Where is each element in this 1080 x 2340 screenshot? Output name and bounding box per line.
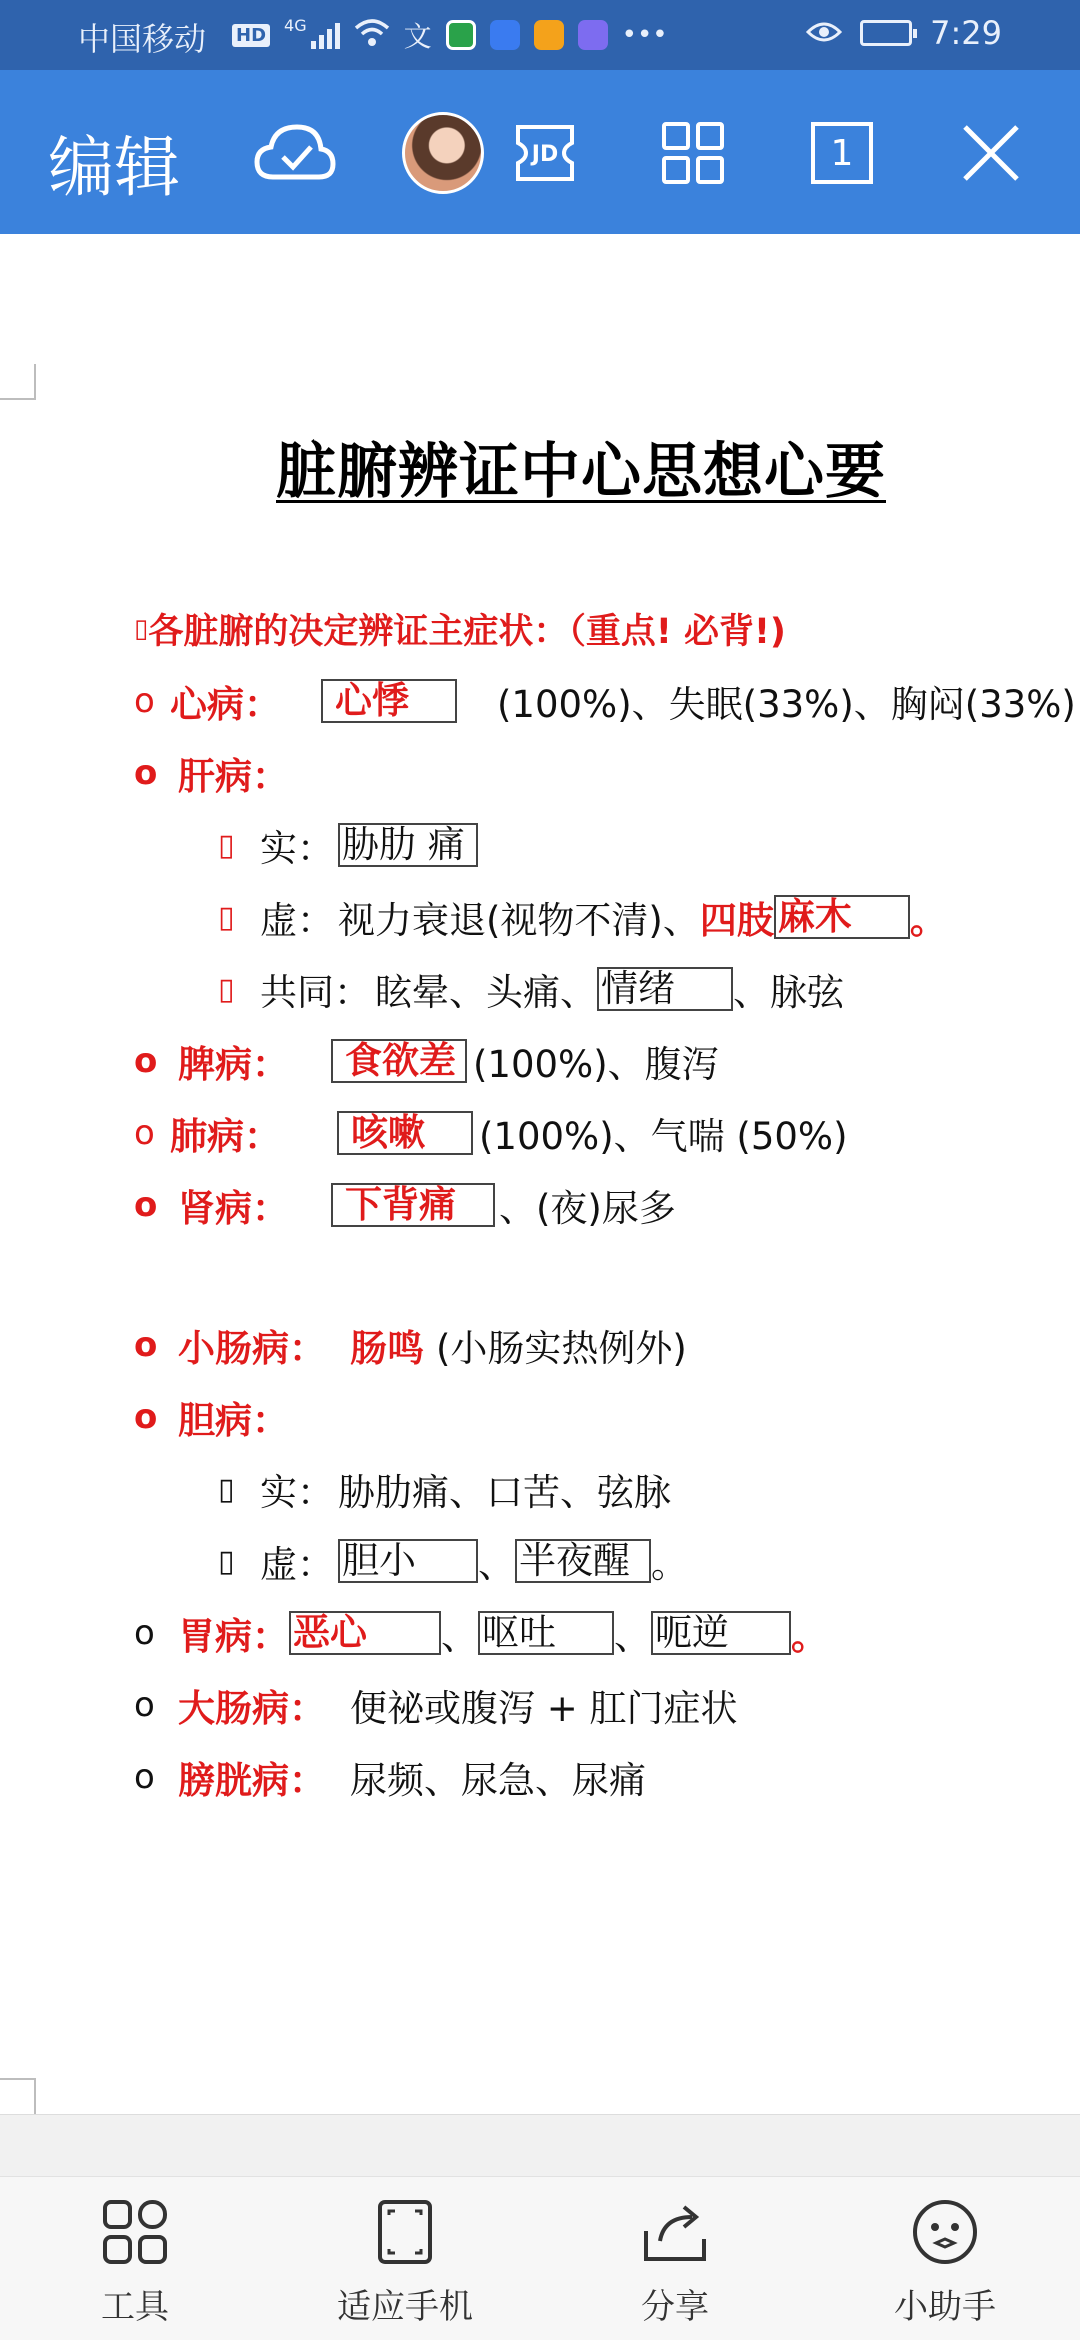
bullet: o xyxy=(134,1685,155,1725)
stomach-line xyxy=(134,1606,828,1660)
page-counter-button[interactable] xyxy=(797,108,887,198)
status-right xyxy=(806,14,1002,52)
lung-line xyxy=(134,1106,848,1160)
liver-common-end: 、脉弦 xyxy=(733,971,844,1014)
share-icon xyxy=(640,2197,710,2267)
gallbladder-line xyxy=(134,1390,289,1444)
missing-glyph-icon: ▯ xyxy=(134,614,149,644)
liver-xu-line xyxy=(218,890,947,944)
nav-tools[interactable] xyxy=(35,2197,235,2328)
svg-text:JD: JD xyxy=(531,142,559,167)
separator: 、 xyxy=(478,1543,515,1586)
nav-label: 小助手 xyxy=(894,2287,996,2327)
spleen-line xyxy=(134,1034,719,1088)
carrier-name: 中国移动 xyxy=(78,20,207,58)
clock: 7:29 xyxy=(930,14,1002,52)
heart-line xyxy=(134,674,1076,728)
edit-button[interactable]: 编辑 xyxy=(48,129,180,206)
period: 。 xyxy=(909,899,947,942)
gallbladder-xu-box-1: 胆小 xyxy=(338,1539,478,1583)
missing-glyph-icon: ▯ xyxy=(218,899,235,935)
liver-common-line xyxy=(218,962,844,1016)
spleen-rest: (100%)、腹泻 xyxy=(473,1043,719,1086)
bullet: o xyxy=(134,681,155,721)
stomach-label: 胃病： xyxy=(178,1615,289,1658)
app-toolbar xyxy=(0,70,1080,234)
shi-label: 实： xyxy=(260,1471,334,1514)
liver-xu-box: 麻木 xyxy=(774,895,910,939)
bullet: o xyxy=(134,1041,158,1081)
large-intestine-line xyxy=(134,1678,738,1732)
missing-glyph-icon: ▯ xyxy=(218,971,235,1007)
eye-comfort-icon xyxy=(806,14,842,52)
app-icon-orange xyxy=(534,20,564,50)
liver-xu-red: 四肢 xyxy=(699,899,774,942)
heart-rest: (100%)、失眠(33%)、胸闷(33%) xyxy=(497,683,1076,726)
lung-label: 肺病： xyxy=(170,1115,281,1158)
jd-icon[interactable] xyxy=(500,108,590,198)
document-page xyxy=(0,234,1080,2114)
gallbladder-label: 胆病： xyxy=(178,1399,289,1442)
gallbladder-xu-box-2: 半夜醒 xyxy=(515,1539,651,1583)
music-icon xyxy=(578,20,608,50)
kidney-rest: 、(夜)尿多 xyxy=(499,1187,676,1230)
spleen-box: 食欲差 xyxy=(331,1039,467,1083)
cloud-sync-icon[interactable] xyxy=(250,108,340,198)
bladder-line xyxy=(134,1750,646,1804)
small-intestine-line xyxy=(134,1318,687,1372)
more-notifications-icon: ••• xyxy=(621,20,668,50)
app-icon-green xyxy=(446,20,476,50)
gallbladder-xu-line xyxy=(218,1534,688,1588)
missing-glyph-icon: ▯ xyxy=(218,1471,235,1507)
lung-rest: (100%)、气喘 (50%) xyxy=(479,1115,848,1158)
heart-box: 心悸 xyxy=(321,679,457,723)
common-label: 共同： xyxy=(260,971,371,1014)
assistant-icon xyxy=(910,2197,980,2267)
intro-text: 各脏腑的决定辨证主症状：（重点! 必背!) xyxy=(148,612,786,652)
kidney-line xyxy=(134,1178,676,1232)
period: 。 xyxy=(791,1615,828,1658)
spleen-label: 脾病： xyxy=(178,1043,289,1086)
grid-view-icon[interactable] xyxy=(648,108,738,198)
bullet: o xyxy=(134,1113,155,1153)
crop-mark-bottom xyxy=(0,2078,36,2114)
nav-assistant[interactable] xyxy=(845,2197,1045,2328)
shield-icon xyxy=(490,20,520,50)
liver-label: 肝病： xyxy=(178,755,289,798)
period: 。 xyxy=(651,1543,688,1586)
separator: 、 xyxy=(441,1615,478,1658)
liver-common-text: 眩晕、头痛、 xyxy=(375,971,597,1014)
separator: 、 xyxy=(614,1615,651,1658)
missing-glyph-icon: ▯ xyxy=(218,1543,235,1579)
battery-icon xyxy=(860,20,912,46)
network-type: 4G xyxy=(284,16,307,35)
signal-icon xyxy=(311,21,340,49)
nav-label: 工具 xyxy=(101,2287,169,2327)
nav-fit-screen[interactable] xyxy=(305,2197,505,2328)
stomach-box-3: 呃逆 xyxy=(651,1611,791,1655)
liver-line xyxy=(134,746,289,800)
nav-label: 分享 xyxy=(641,2287,709,2327)
small-intestine-rest: (小肠实热例外) xyxy=(436,1327,687,1370)
page-gap xyxy=(0,2114,1080,2176)
bullet: o xyxy=(134,1325,158,1365)
liver-xu-text: 视力衰退(视物不清)、 xyxy=(338,899,700,942)
kidney-label: 肾病： xyxy=(178,1187,289,1230)
bullet: o xyxy=(134,753,158,793)
fit-screen-icon xyxy=(370,2197,440,2267)
lung-box: 咳嗽 xyxy=(337,1111,473,1155)
liver-shi-line xyxy=(218,818,478,872)
nav-share[interactable] xyxy=(575,2197,775,2328)
bladder-rest: 尿频、尿急、尿痛 xyxy=(350,1759,646,1802)
shi-label: 实： xyxy=(260,827,334,870)
gallbladder-shi-text: 胁肋痛、口苦、弦脉 xyxy=(338,1471,671,1514)
avatar[interactable] xyxy=(402,112,484,194)
bullet: o xyxy=(134,1613,155,1653)
liver-shi-box: 胁肋 痛 xyxy=(338,823,478,867)
missing-glyph-icon: ▯ xyxy=(218,827,235,863)
xu-label: 虚： xyxy=(260,1543,334,1586)
kidney-box: 下背痛 xyxy=(331,1183,495,1227)
stomach-box-2: 呕吐 xyxy=(478,1611,614,1655)
intro-line xyxy=(134,604,786,654)
page-count: 1 xyxy=(811,122,873,184)
xu-label: 虚： xyxy=(260,899,334,942)
heart-label: 心病： xyxy=(170,683,281,726)
large-intestine-label: 大肠病： xyxy=(178,1687,326,1730)
close-icon[interactable] xyxy=(946,108,1036,198)
crop-mark-top xyxy=(0,364,36,400)
bullet: o xyxy=(134,1185,158,1225)
document-title: 脏腑辨证中心思想心要 xyxy=(276,437,886,507)
stomach-box-1: 恶心 xyxy=(289,1611,441,1655)
small-intestine-label: 小肠病： xyxy=(178,1327,326,1370)
large-intestine-rest: 便祕或腹泻 + 肛门症状 xyxy=(350,1687,738,1730)
bottom-nav xyxy=(0,2176,1080,2340)
bullet: o xyxy=(134,1757,155,1797)
status-bar xyxy=(0,0,1080,70)
gallbladder-shi-line xyxy=(218,1462,671,1516)
wifi-icon xyxy=(354,18,390,52)
bullet: o xyxy=(134,1397,158,1437)
tools-icon xyxy=(100,2197,170,2267)
hd-badge: HD xyxy=(232,24,270,47)
translate-icon: 文 xyxy=(403,20,432,53)
liver-common-box: 情绪 xyxy=(597,967,733,1011)
bladder-label: 膀胱病： xyxy=(178,1759,326,1802)
status-icons xyxy=(232,16,668,54)
nav-label: 适应手机 xyxy=(337,2287,473,2327)
small-intestine-red: 肠鸣 xyxy=(350,1327,424,1370)
